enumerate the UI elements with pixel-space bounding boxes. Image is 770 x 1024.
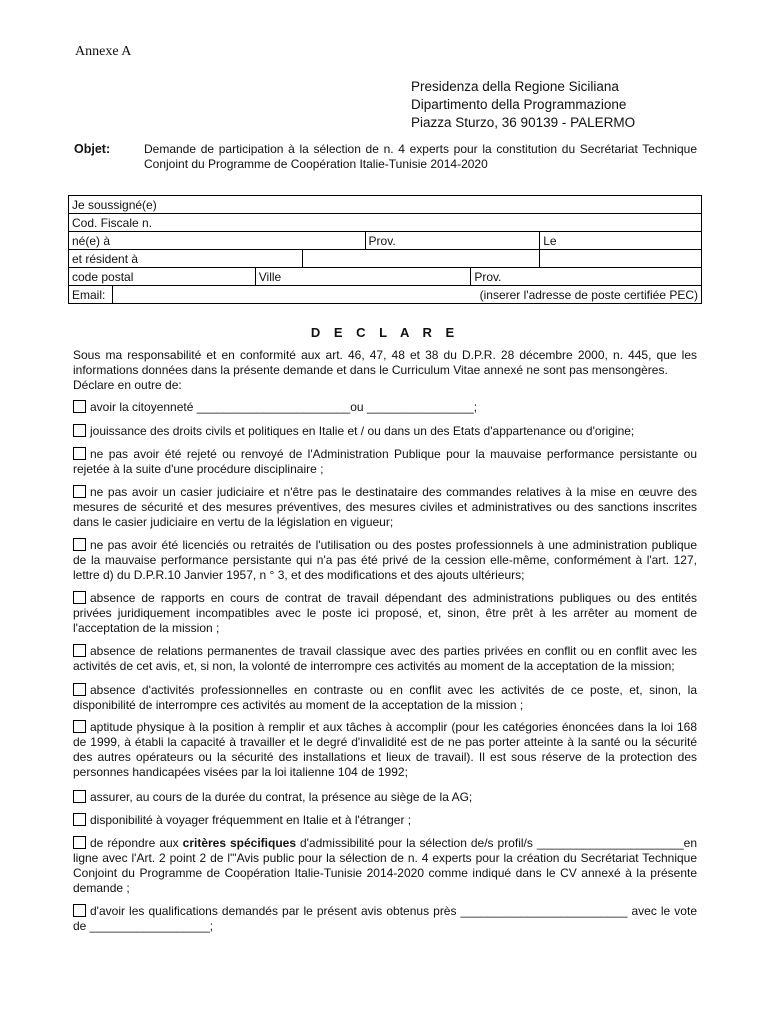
subject-label: Objet: bbox=[74, 142, 111, 156]
declaration-item: avoir la citoyenneté _______________________ou ________________; bbox=[73, 400, 697, 415]
declaration-item: aptitude physique à la position à remplir et aux tâches à accomplir (pour les catégories énoncées dans la loi 168 de 1999, à établi la capacité à travailler et le degré d'invalidité est de ne pas porter atteinte à la santé ou la sécurité des autres opérateurs ou la sécurité des installations et lieux de travail). Il est sous réserve de la protection des personnes handicapées visées par la loi italienne 104 de 1992; bbox=[73, 720, 697, 779]
declaration-item: absence d'activités professionnelles en contraste ou en conflit avec les activités de ce poste, et, sinon, la disponibilité de interrompre ces activités au moment de la acceptation de la mission ; bbox=[73, 683, 697, 712]
form-cell-resident-extra[interactable] bbox=[540, 250, 702, 268]
declaration-checkbox[interactable] bbox=[73, 485, 86, 498]
form-cell-email-label: Email: bbox=[69, 286, 113, 304]
form-cell-email[interactable]: (inserer l'adresse de poste certifiée PEC) bbox=[112, 286, 701, 304]
declaration-item: disponibilité à voyager fréquemment en Italie et à l'étranger ; bbox=[73, 813, 697, 828]
form-row-soussigne[interactable]: Je soussigné(e) bbox=[69, 196, 702, 214]
intro-text: Sous ma responsabilité et en conformité aux art. 46, 47, 48 et 38 du D.P.R. 28 décembre 2000, n. 445, que les informations données dans la présente demande et dans le Curriculum Vitae annexé ne sont pas mensongères. bbox=[73, 348, 697, 377]
emphasis-text: critères spécifiques bbox=[182, 836, 296, 850]
declaration-item: de répondre aux critères spécifiques d'admissibilité pour la sélection de/s profil/s ______________________en ligne avec l'Art. 2 point 2 de l'"Avis public pour la sélection de n. 4 experts pour la création du Secrétariat Technique Conjoint du Programme de Coopération Italie-Tunisie 2014-2020 comme indiqué dans le CV annexé à la présente demande ; bbox=[73, 836, 697, 895]
form-cell-prov[interactable]: Prov. bbox=[365, 232, 540, 250]
address-line: Dipartimento della Programmazione bbox=[411, 97, 627, 112]
declaration-checkbox[interactable] bbox=[73, 591, 86, 604]
identity-form bbox=[68, 195, 702, 304]
declaration-checkbox[interactable] bbox=[73, 813, 86, 826]
declaration-item: assurer, au cours de la durée du contrat, la présence au siège de la AG; bbox=[73, 790, 697, 805]
declaration-item: absence de relations permanentes de travail classique avec des parties privées en conflit ou en conflit avec les activités de cet avis, et, si non, la volonté de interrompre ces activités au moment de la acceptation de la mission; bbox=[73, 644, 697, 673]
declaration-checkbox[interactable] bbox=[73, 424, 86, 437]
form-cell-resident-value[interactable] bbox=[302, 250, 540, 268]
declaration-checkbox[interactable] bbox=[73, 836, 86, 849]
intro-text-2: Déclare en outre de: bbox=[73, 378, 182, 392]
form-cell-city[interactable]: Ville bbox=[255, 268, 471, 286]
declaration-checkbox[interactable] bbox=[73, 790, 86, 803]
form-row-cod-fiscale[interactable]: Cod. Fiscale n. bbox=[69, 214, 702, 232]
declaration-checkbox[interactable] bbox=[73, 400, 86, 413]
declaration-item: ne pas avoir un casier judiciaire et n'être pas le destinataire des commandes relatives à la mise en œuvre des mesures de sécurité et des mesures préventives, des mesures civiles et administratives ou des sanctions inscrites dans le casier judiciaire en vertu de la législation en vigueur; bbox=[73, 485, 697, 529]
address-line: Piazza Sturzo, 36 90139 - PALERMO bbox=[411, 115, 636, 130]
declaration-checkbox[interactable] bbox=[73, 683, 86, 696]
declaration-item: ne pas avoir été licenciés ou retraités de l'utilisation ou des postes professionnels à une administration publique de la mauvaise performance persistante qui n'a pas été privé de la cession elle-même, conformément à l'art. 127, lettre d) du D.P.R.10 Janvier 1957, n ° 3, et des modifications et des ajouts ultérieurs; bbox=[73, 538, 697, 582]
declaration-checkbox[interactable] bbox=[73, 447, 86, 460]
declaration-checkbox[interactable] bbox=[73, 538, 86, 551]
declaration-checkbox[interactable] bbox=[73, 720, 86, 733]
form-cell-birthplace[interactable]: né(e) à bbox=[69, 232, 366, 250]
declare-heading: D E C L A R E bbox=[310, 325, 460, 340]
form-cell-prov-2[interactable]: Prov. bbox=[471, 268, 702, 286]
intro-paragraph bbox=[73, 348, 697, 393]
form-cell-postal-code[interactable]: code postal bbox=[69, 268, 256, 286]
declaration-item: ne pas avoir été rejeté ou renvoyé de l'Administration Publique pour la mauvaise performance persistante ou rejetée à la suite d'une procédure disciplinaire ; bbox=[73, 447, 697, 476]
address-line: Presidenza della Regione Siciliana bbox=[411, 79, 619, 94]
declaration-checkbox[interactable] bbox=[73, 644, 86, 657]
declaration-item: d'avoir les qualifications demandés par le présent avis obtenus près _________________________ avec le vote de __________________; bbox=[73, 904, 697, 933]
form-cell-birthdate[interactable]: Le bbox=[540, 232, 702, 250]
annex-label: Annexe A bbox=[75, 44, 132, 59]
declaration-item: jouissance des droits civils et politiques en Italie et / ou dans un des Etats d'appartenance ou d'origine; bbox=[73, 424, 697, 439]
declaration-checkbox[interactable] bbox=[73, 904, 86, 917]
subject-text: Demande de participation à la sélection de n. 4 experts pour la constitution du Secrétariat Technique Conjoint du Programme de Coopération Italie-Tunisie 2014-2020 bbox=[144, 142, 697, 171]
recipient-address bbox=[411, 78, 635, 132]
form-cell-resident[interactable]: et résident à bbox=[69, 250, 303, 268]
declaration-item: absence de rapports en cours de contrat de travail dépendant des administrations publiques ou des entités privées juridiquement incompatibles avec le poste ici proposé, et, sinon, être prêt à les arrêter au moment de l'acceptation de la mission ; bbox=[73, 591, 697, 635]
